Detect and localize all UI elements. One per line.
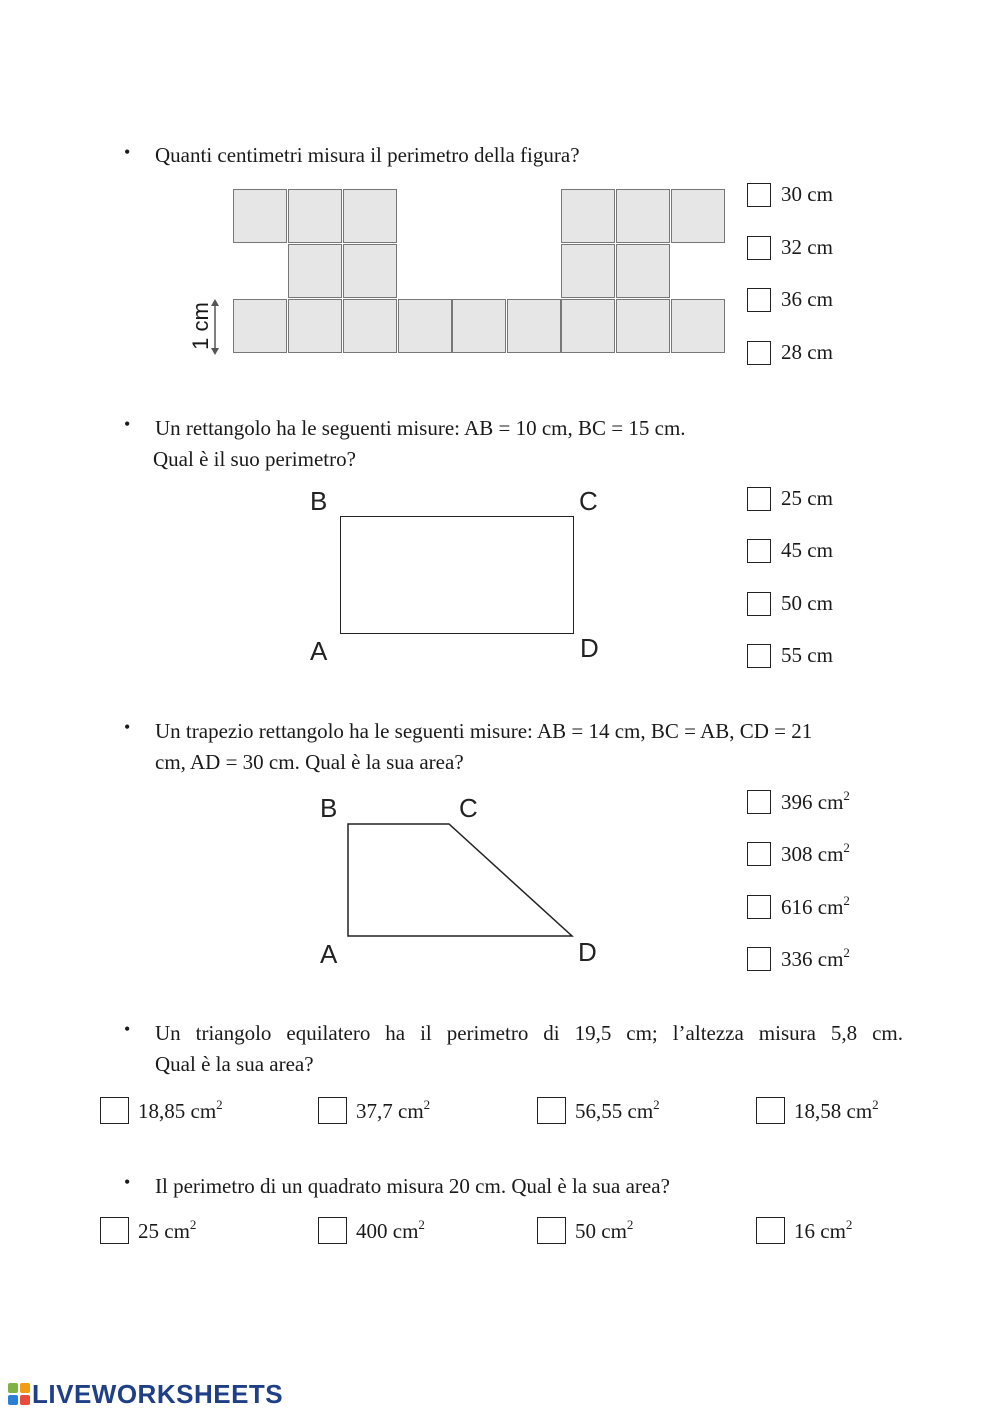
q2-option-2[interactable]	[747, 538, 833, 563]
grid-square	[561, 244, 615, 298]
checkbox[interactable]	[747, 790, 771, 814]
checkbox[interactable]	[747, 895, 771, 919]
checkbox[interactable]	[537, 1217, 566, 1244]
liveworksheets-logo-icon	[8, 1383, 30, 1405]
q2-text-line1: Un rettangolo ha le seguenti misure: AB = 10 cm, BC = 15 cm.	[155, 416, 686, 440]
q1-text: Quanti centimetri misura il perimetro della figura?	[155, 143, 580, 167]
q1-option-1[interactable]	[747, 182, 833, 207]
logo-tile	[8, 1383, 18, 1393]
q4-option-2[interactable]	[318, 1097, 430, 1124]
option-label: 37,7 $cm^2$	[356, 1096, 431, 1123]
q5-option-4[interactable]	[756, 1217, 852, 1244]
q3-text-line1: Un trapezio rettangolo ha le seguenti misure: AB = 14 cm, BC = AB, CD = 21	[155, 719, 813, 743]
scale-label: 1 cm	[188, 302, 213, 350]
grid-square	[288, 299, 342, 353]
checkbox[interactable]	[318, 1097, 347, 1124]
vertex-label-d: D	[580, 633, 599, 663]
checkbox[interactable]	[747, 644, 771, 668]
rectangle-shape	[340, 516, 574, 634]
checkbox[interactable]	[318, 1217, 347, 1244]
trapezoid-shape	[340, 818, 580, 943]
option-label: 25 $cm^2$	[138, 1216, 197, 1243]
q2-option-3[interactable]	[747, 591, 833, 616]
option-label: 28 cm	[781, 340, 833, 364]
checkbox[interactable]	[747, 288, 771, 312]
option-label: 32 cm	[781, 235, 833, 259]
liveworksheets-brand[interactable]: LIVEWORKSHEETS	[32, 1379, 284, 1409]
q3-bullet: •	[124, 717, 131, 737]
checkbox[interactable]	[756, 1217, 785, 1244]
grid-square	[561, 189, 615, 243]
q5-option-2[interactable]	[318, 1217, 425, 1244]
checkbox[interactable]	[747, 487, 771, 511]
q4-option-1[interactable]	[100, 1097, 223, 1124]
option-label: 30 cm	[781, 182, 833, 206]
q5-bullet: •	[124, 1172, 131, 1192]
grid-square	[288, 244, 342, 298]
option-label: 45 cm	[781, 538, 833, 562]
q1-option-3[interactable]	[747, 287, 833, 312]
option-label: 36 cm	[781, 287, 833, 311]
q3-option-2[interactable]	[747, 841, 850, 867]
checkbox[interactable]	[747, 341, 771, 365]
q1-option-4[interactable]	[747, 340, 833, 365]
checkbox[interactable]	[747, 842, 771, 866]
checkbox[interactable]	[747, 183, 771, 207]
vertex-label-c: C	[579, 486, 598, 516]
logo-tile	[8, 1395, 18, 1405]
q3-option-3[interactable]	[747, 894, 850, 920]
grid-square	[616, 299, 670, 353]
grid-square	[616, 189, 670, 243]
q5-option-1[interactable]	[100, 1217, 196, 1244]
q4-option-3[interactable]	[537, 1097, 660, 1124]
q1-option-2[interactable]	[747, 235, 833, 260]
checkbox[interactable]	[747, 236, 771, 260]
vertex-label-b: B	[310, 486, 328, 516]
grid-square	[343, 299, 397, 353]
vertex-label-b: B	[320, 793, 338, 823]
option-label: 18,85 $cm^2$	[138, 1096, 223, 1123]
checkbox[interactable]	[537, 1097, 566, 1124]
option-label: 56,55 $cm^2$	[575, 1096, 660, 1123]
q3-option-4[interactable]	[747, 946, 850, 972]
option-label: 25 cm	[781, 486, 833, 510]
grid-square	[671, 189, 725, 243]
grid-square	[288, 189, 342, 243]
checkbox[interactable]	[100, 1217, 129, 1244]
grid-square	[398, 299, 452, 353]
checkbox[interactable]	[756, 1097, 785, 1124]
q1-bullet: •	[124, 142, 131, 162]
q4-text-line2: Qual è la sua area?	[155, 1052, 314, 1076]
grid-square	[343, 244, 397, 298]
q2-option-1[interactable]	[747, 486, 833, 511]
q3-option-1[interactable]	[747, 789, 850, 815]
option-label: 18,58 $cm^2$	[794, 1096, 879, 1123]
q4-option-4[interactable]	[756, 1097, 879, 1124]
q2-option-4[interactable]	[747, 643, 833, 668]
option-label: 308 $cm^2$	[781, 840, 850, 866]
option-label: 50 $cm^2$	[575, 1216, 634, 1243]
grid-square	[233, 189, 287, 243]
option-label: 336 $cm^2$	[781, 945, 850, 971]
option-label: 616 $cm^2$	[781, 893, 850, 919]
option-label: 55 cm	[781, 643, 833, 667]
grid-square	[561, 299, 615, 353]
q2-bullet: •	[124, 414, 131, 434]
logo-tile	[20, 1383, 30, 1393]
grid-square	[343, 189, 397, 243]
logo-tile	[20, 1395, 30, 1405]
grid-square	[616, 244, 670, 298]
q4-text-line1: Un triangolo equilatero ha il perimetro di 19,5 cm; l’altezza misura 5,8 cm.	[155, 1021, 903, 1045]
q1-grid-figure	[233, 189, 726, 355]
grid-square	[452, 299, 506, 353]
vertex-label-a: A	[310, 636, 328, 666]
q4-bullet: •	[124, 1019, 131, 1039]
option-label: 16 $cm^2$	[794, 1216, 853, 1243]
q5-text: Il perimetro di un quadrato misura 20 cm. Qual è la sua area?	[155, 1174, 670, 1198]
checkbox[interactable]	[100, 1097, 129, 1124]
checkbox[interactable]	[747, 539, 771, 563]
vertex-label-c: C	[459, 793, 478, 823]
option-label: 396 $cm^2$	[781, 788, 850, 814]
q3-text-line2: cm, AD = 30 cm. Qual è la sua area?	[155, 750, 464, 774]
vertex-label-a: A	[320, 939, 338, 969]
q2-text-line2: Qual è il suo perimetro?	[153, 447, 356, 471]
option-label: 50 cm	[781, 591, 833, 615]
checkbox[interactable]	[747, 947, 771, 971]
q5-option-3[interactable]	[537, 1217, 633, 1244]
checkbox[interactable]	[747, 592, 771, 616]
option-label: 400 $cm^2$	[356, 1216, 425, 1243]
grid-square	[233, 299, 287, 353]
grid-square	[671, 299, 725, 353]
vertex-label-d: D	[578, 937, 597, 967]
grid-square	[507, 299, 561, 353]
